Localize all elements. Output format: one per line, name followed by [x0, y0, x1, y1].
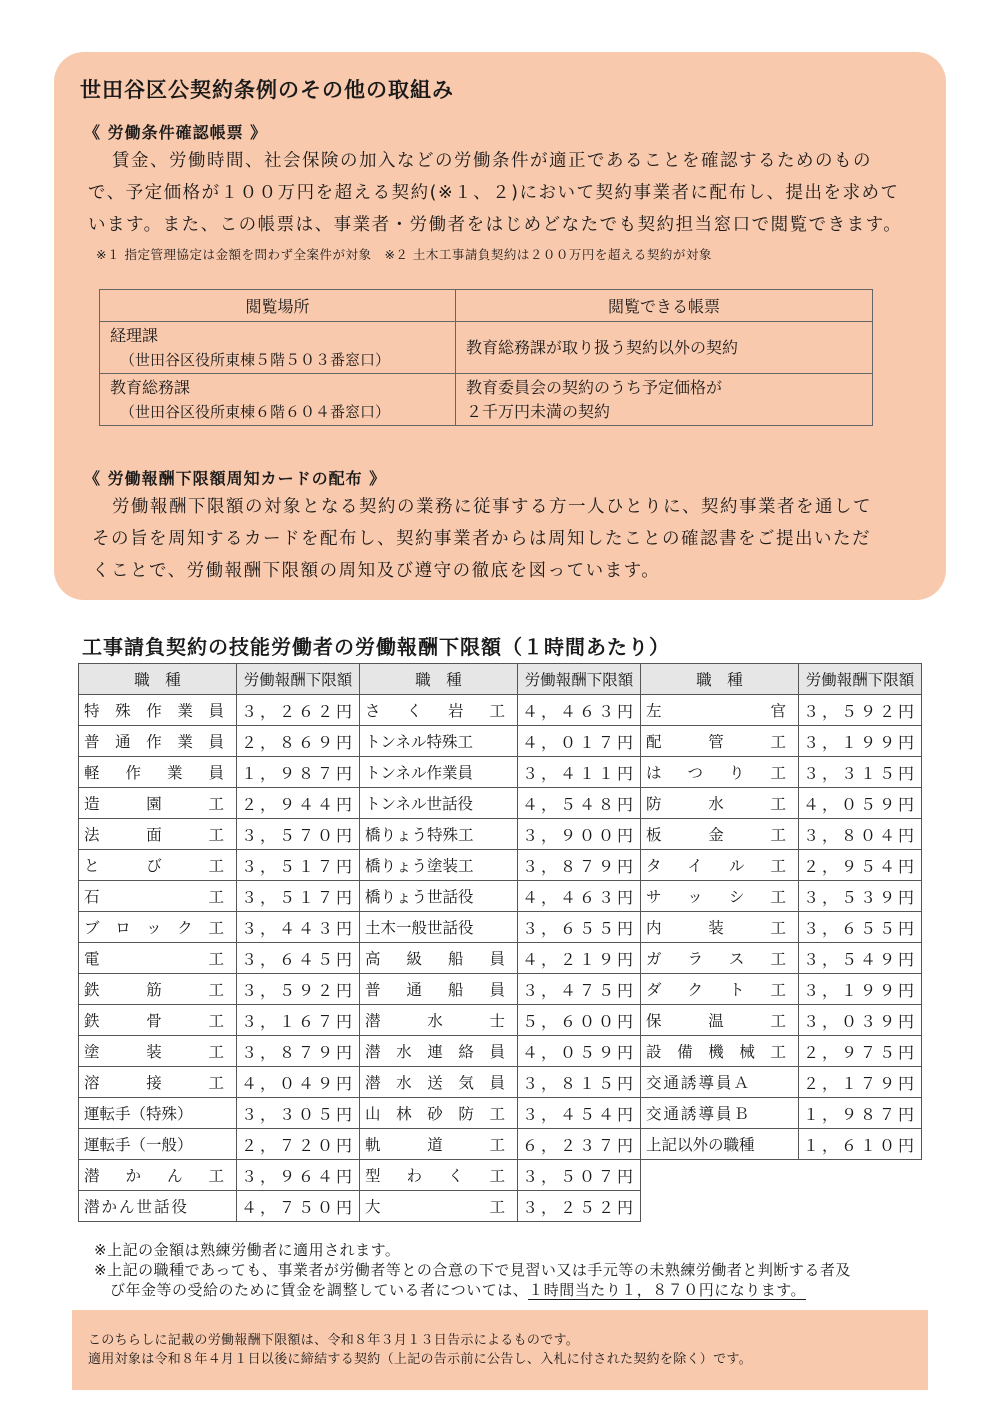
- wage-amount: ２，８６９円: [237, 726, 360, 757]
- wage-row: [79, 943, 360, 974]
- wage-row: [641, 1067, 922, 1098]
- wage-amount: ３，５４９円: [799, 943, 922, 974]
- wage-amount: ３，３１５円: [799, 757, 922, 788]
- wage-amount: ３，０３９円: [799, 1005, 922, 1036]
- job-name: ブロック工: [79, 912, 237, 943]
- wage-amount: ４，０５９円: [518, 1036, 641, 1067]
- wage-amount: ４，４６３円: [518, 881, 641, 912]
- wage-amount: ３，６４５円: [237, 943, 360, 974]
- wage-row: [79, 1005, 360, 1036]
- page-title: 世田谷区公契約条例のその他の取組み: [80, 78, 454, 102]
- wage-amount: ３，１９９円: [799, 974, 922, 1005]
- job-name: 大工: [360, 1191, 518, 1222]
- location-detail: （世田谷区役所東棟５階５０３番窓口）: [120, 350, 391, 369]
- table-row: [100, 322, 873, 374]
- wage-amount: ３，５１７円: [237, 850, 360, 881]
- job-name: 潜かん工: [79, 1160, 237, 1191]
- wage-row: [641, 726, 922, 757]
- wage-amount: ４，７５０円: [237, 1191, 360, 1222]
- wage-amount: ３，５９２円: [799, 695, 922, 726]
- job-name: 橋りょう特殊工: [360, 819, 518, 850]
- wage-amount: ４，４６３円: [518, 695, 641, 726]
- location-name: 経理課: [110, 325, 159, 345]
- location-cell: [100, 322, 456, 374]
- documents-cell: [456, 374, 873, 426]
- job-name: サッシ工: [641, 881, 799, 912]
- wage-row: [360, 1067, 641, 1098]
- wage-row: [641, 695, 922, 726]
- wage-amount: ３，９６４円: [237, 1160, 360, 1191]
- wage-amount: ３，２５２円: [518, 1191, 641, 1222]
- job-name: とび工: [79, 850, 237, 881]
- wage-row: [360, 912, 641, 943]
- wage-row: [641, 1005, 922, 1036]
- wage-row: [79, 881, 360, 912]
- notice-line: このちらしに記載の労働報酬下限額は、令和８年３月１３日告示によるものです。: [88, 1333, 580, 1348]
- wage-amount: ３，５９２円: [237, 974, 360, 1005]
- documents-text: 教育委員会の契約のうち予定価格が: [466, 377, 723, 397]
- job-name: 防水工: [641, 788, 799, 819]
- wage-row: [641, 943, 922, 974]
- wage-row: [79, 912, 360, 943]
- wage-table-2: [359, 663, 641, 1222]
- job-name: 普通作業員: [79, 726, 237, 757]
- wage-amount: ３，５３９円: [799, 881, 922, 912]
- wage-row: [79, 695, 360, 726]
- column-header-amount: 労働報酬下限額: [518, 664, 641, 695]
- column-header-amount: 労働報酬下限額: [237, 664, 360, 695]
- wage-row: [79, 819, 360, 850]
- wage-amount: ２，９５４円: [799, 850, 922, 881]
- job-name: 塗装工: [79, 1036, 237, 1067]
- footnote: ※１ 指定管理協定は金額を問わず全案件が対象 ※２ 土木工事請負契約は２００万円を超える契約が対象: [96, 247, 712, 262]
- documents-text: ２千万円未満の契約: [466, 401, 611, 421]
- wage-amount: ３，４１１円: [518, 757, 641, 788]
- wage-row: [79, 1160, 360, 1191]
- wage-row: [641, 1036, 922, 1067]
- job-name: 石工: [79, 881, 237, 912]
- job-name: 型わく工: [360, 1160, 518, 1191]
- wage-note-trainee-rate: １時間当たり１，８７０円になります。: [528, 1281, 807, 1299]
- job-name: タイル工: [641, 850, 799, 881]
- wage-row: [360, 1160, 641, 1191]
- wage-row: [79, 757, 360, 788]
- wage-row: [360, 726, 641, 757]
- wage-amount: ２，９７５円: [799, 1036, 922, 1067]
- paragraph-line: くことで、労働報酬下限額の周知及び遵守の徹底を図っています。: [92, 561, 661, 581]
- job-name: 橋りょう塗装工: [360, 850, 518, 881]
- job-name: 普通船員: [360, 974, 518, 1005]
- job-name: トンネル世話役: [360, 788, 518, 819]
- section-heading-confirmation-form: 《 労働条件確認帳票 》: [84, 123, 268, 142]
- wage-row: [641, 912, 922, 943]
- job-name: 保温工: [641, 1005, 799, 1036]
- wage-row: [79, 974, 360, 1005]
- job-name: 上記以外の職種: [641, 1129, 799, 1160]
- wage-amount: ３，５０７円: [518, 1160, 641, 1191]
- job-name: 内装工: [641, 912, 799, 943]
- wage-amount: ２，９４４円: [237, 788, 360, 819]
- job-name: 潜かん世話役: [79, 1191, 237, 1222]
- job-name: はつり工: [641, 757, 799, 788]
- job-name: 鉄筋工: [79, 974, 237, 1005]
- wage-amount: ３，５７０円: [237, 819, 360, 850]
- wage-note-2-cont: [110, 1280, 806, 1300]
- wage-row: [641, 757, 922, 788]
- table-header: 閲覧場所: [100, 290, 456, 322]
- job-name: 電工: [79, 943, 237, 974]
- wage-amount: ３，６５５円: [518, 912, 641, 943]
- wage-amount: ３，５１７円: [237, 881, 360, 912]
- wage-row: [360, 1129, 641, 1160]
- job-name: ガラス工: [641, 943, 799, 974]
- wage-row: [360, 788, 641, 819]
- job-name: 左官: [641, 695, 799, 726]
- wage-table-1: [78, 663, 360, 1222]
- documents-cell: [456, 322, 873, 374]
- job-name: 板金工: [641, 819, 799, 850]
- column-header-job: 職 種: [641, 664, 799, 695]
- job-name: 橋りょう世話役: [360, 881, 518, 912]
- wage-row: [79, 1098, 360, 1129]
- wage-row: [360, 819, 641, 850]
- paragraph-line: で、予定価格が１００万円を超える契約(※１、２)において契約事業者に配布し、提出を求めて: [88, 183, 900, 203]
- wage-amount: ３，８０４円: [799, 819, 922, 850]
- wage-amount: ３，８７９円: [518, 850, 641, 881]
- job-name: 潜水送気員: [360, 1067, 518, 1098]
- job-name: 土木一般世話役: [360, 912, 518, 943]
- wage-row: [79, 850, 360, 881]
- documents-text: 教育総務課が取り扱う契約以外の契約: [466, 337, 739, 357]
- column-header-job: 職 種: [79, 664, 237, 695]
- wage-row: [79, 1067, 360, 1098]
- wage-row: [360, 757, 641, 788]
- job-name: 特殊作業員: [79, 695, 237, 726]
- job-name: さく岩工: [360, 695, 518, 726]
- notice-text: [88, 1331, 752, 1369]
- wage-table-title: 工事請負契約の技能労働者の労働報酬下限額（１時間あたり）: [82, 635, 670, 659]
- wage-row: [360, 1036, 641, 1067]
- job-name: 鉄骨工: [79, 1005, 237, 1036]
- table-header: 閲覧できる帳票: [456, 290, 873, 322]
- viewing-location-table: [99, 289, 873, 426]
- job-name: トンネル作業員: [360, 757, 518, 788]
- wage-table-3: [640, 663, 922, 1160]
- wage-amount: ２，７２０円: [237, 1129, 360, 1160]
- wage-row: [641, 850, 922, 881]
- job-name: 交通誘導員Ｂ: [641, 1098, 799, 1129]
- wage-row: [79, 1191, 360, 1222]
- section-heading-notice-card: 《 労働報酬下限額周知カードの配布 》: [84, 469, 387, 488]
- paragraph-line: 労働報酬下限額の対象となる契約の業務に従事する方一人ひとりに、契約事業者を通して: [112, 497, 872, 517]
- wage-row: [360, 1191, 641, 1222]
- wage-amount: ４，２１９円: [518, 943, 641, 974]
- wage-amount: ４，０１７円: [518, 726, 641, 757]
- wage-amount: １，９８７円: [799, 1098, 922, 1129]
- wage-row: [360, 850, 641, 881]
- wage-note-1: ※上記の金額は熟練労働者に適用されます。: [94, 1241, 401, 1259]
- location-name: 教育総務課: [110, 377, 191, 397]
- wage-amount: ３，８７９円: [237, 1036, 360, 1067]
- wage-amount: ５，６００円: [518, 1005, 641, 1036]
- wage-note-2: ※上記の職種であっても、事業者が労働者等との合意の下で見習い又は手元等の未熟練労働者と判断する者及: [94, 1261, 851, 1279]
- wage-row: [360, 1005, 641, 1036]
- job-name: 軌道工: [360, 1129, 518, 1160]
- job-name: 交通誘導員Ａ: [641, 1067, 799, 1098]
- wage-row: [79, 1036, 360, 1067]
- column-header-job: 職 種: [360, 664, 518, 695]
- location-cell: [100, 374, 456, 426]
- wage-row: [360, 881, 641, 912]
- job-name: 潜水連絡員: [360, 1036, 518, 1067]
- wage-row: [641, 881, 922, 912]
- job-name: 設備機械工: [641, 1036, 799, 1067]
- job-name: 運転手（特殊）: [79, 1098, 237, 1129]
- location-detail: （世田谷区役所東棟６階６０４番窓口）: [120, 402, 391, 421]
- wage-row: [641, 1098, 922, 1129]
- wage-amount: ２，１７９円: [799, 1067, 922, 1098]
- column-header-amount: 労働報酬下限額: [799, 664, 922, 695]
- wage-row: [360, 974, 641, 1005]
- job-name: 運転手（一般）: [79, 1129, 237, 1160]
- wage-amount: ４，５４８円: [518, 788, 641, 819]
- job-name: ダクト工: [641, 974, 799, 1005]
- job-name: 軽作業員: [79, 757, 237, 788]
- job-name: 法面工: [79, 819, 237, 850]
- wage-row: [360, 695, 641, 726]
- job-name: 高級船員: [360, 943, 518, 974]
- wage-amount: ４，０５９円: [799, 788, 922, 819]
- wage-row: [360, 1098, 641, 1129]
- wage-amount: ６，２３７円: [518, 1129, 641, 1160]
- wage-amount: ３，４５４円: [518, 1098, 641, 1129]
- job-name: 潜水士: [360, 1005, 518, 1036]
- wage-amount: ３，６５５円: [799, 912, 922, 943]
- wage-amount: ３，８１５円: [518, 1067, 641, 1098]
- notice-line: 適用対象は令和８年４月１日以後に締結する契約（上記の告示前に公告し、入札に付された契約を除く）です。: [88, 1352, 752, 1367]
- wage-row: [641, 974, 922, 1005]
- wage-row: [641, 1129, 922, 1160]
- wage-row: [79, 788, 360, 819]
- wage-amount: ３，４４３円: [237, 912, 360, 943]
- job-name: 山林砂防工: [360, 1098, 518, 1129]
- wage-amount: １，９８７円: [237, 757, 360, 788]
- wage-row: [360, 943, 641, 974]
- wage-amount: ３，３０５円: [237, 1098, 360, 1129]
- wage-amount: ３，２６２円: [237, 695, 360, 726]
- wage-amount: ３，９００円: [518, 819, 641, 850]
- wage-row: [641, 819, 922, 850]
- wage-note-2-text: び年金等の受給のために賃金を調整している者については、: [110, 1281, 529, 1299]
- wage-row: [641, 788, 922, 819]
- wage-row: [79, 1129, 360, 1160]
- wage-amount: １，６１０円: [799, 1129, 922, 1160]
- job-name: 造園工: [79, 788, 237, 819]
- job-name: 配管工: [641, 726, 799, 757]
- paragraph-line: います。また、この帳票は、事業者・労働者をはじめどなたでも契約担当窓口で閲覧できます。: [88, 215, 903, 235]
- wage-amount: ３，１６７円: [237, 1005, 360, 1036]
- wage-row: [79, 726, 360, 757]
- wage-amount: ３，４７５円: [518, 974, 641, 1005]
- wage-amount: ４，０４９円: [237, 1067, 360, 1098]
- job-name: トンネル特殊工: [360, 726, 518, 757]
- table-row: [100, 374, 873, 426]
- job-name: 溶接工: [79, 1067, 237, 1098]
- paragraph-line: 賃金、労働時間、社会保険の加入などの労働条件が適正であることを確認するためのもの: [112, 151, 872, 171]
- paragraph-line: その旨を周知するカードを配布し、契約事業者からは周知したことの確認書をご提出いただ: [92, 529, 871, 549]
- wage-amount: ３，１９９円: [799, 726, 922, 757]
